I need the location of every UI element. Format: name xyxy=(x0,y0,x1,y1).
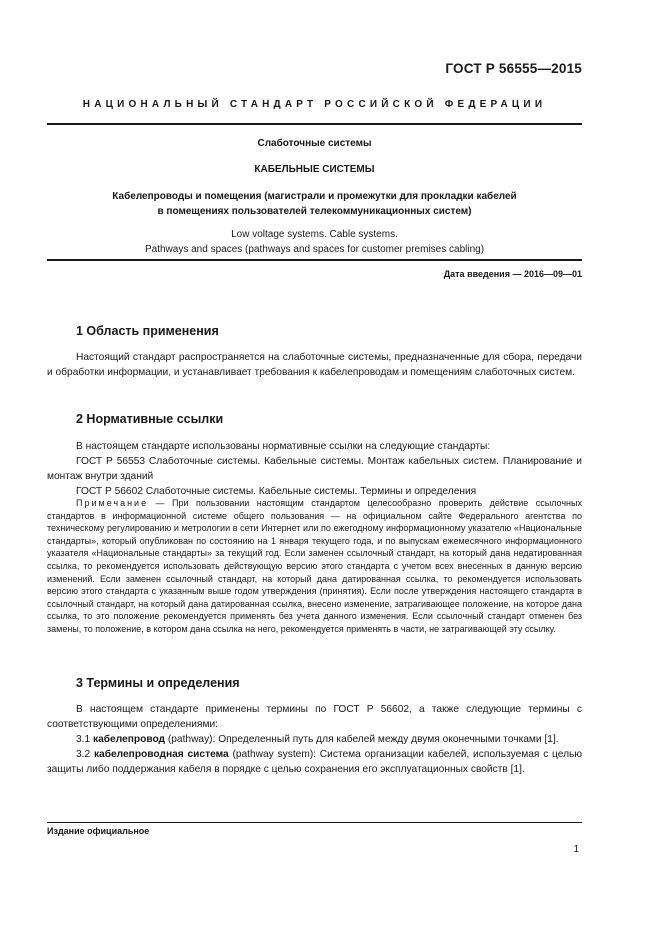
english-title xyxy=(47,227,582,257)
english-title-1: Low voltage systems. Cable systems. xyxy=(231,229,398,240)
section-3-body xyxy=(47,702,582,777)
title-line-3b: в помещениях пользователей телекоммуникационных систем) xyxy=(157,206,472,217)
section-2-paragraph-1: В настоящем стандарте использованы нормативные ссылки на следующие стандарты: xyxy=(76,441,491,452)
term-3-1 xyxy=(47,732,582,747)
note-label: Примечание xyxy=(76,498,149,508)
section-1-paragraph: Настоящий стандарт распространяется на слаботочные системы, предназначенные для сбора, передачи и обработки информации, и устанавливает требования к кабелепроводам и помещениям слаботочных систем. xyxy=(47,352,582,378)
term-3-2-number: 3.2 xyxy=(76,749,94,760)
section-2-heading: 2 Нормативные ссылки xyxy=(76,412,224,426)
term-3-1-number: 3.1 xyxy=(76,734,93,745)
section-3-paragraph-1: В настоящем стандарте применены термины по ГОСТ Р 56602, а также следующие термины с соответствующими определениями: xyxy=(47,704,582,730)
title-line-2: КАБЕЛЬНЫЕ СИСТЕМЫ xyxy=(254,164,375,175)
title-line-3a: Кабелепроводы и помещения (магистрали и промежутки для прокладки кабелей xyxy=(112,191,517,202)
section-3-heading: 3 Термины и определения xyxy=(76,676,240,690)
english-title-2: Pathways and spaces (pathways and spaces for customer premises cabling) xyxy=(144,244,485,255)
term-3-1-term: кабелепровод xyxy=(93,734,166,745)
term-3-1-definition: (pathway): Определенный путь для кабелей между двумя оконечными точками [1]. xyxy=(165,734,559,745)
title-divider xyxy=(47,259,582,261)
introduction-date: Дата введения — 2016—09—01 xyxy=(443,269,582,279)
term-3-2-definition: (pathway system): Система организации кабелей, используемая с целью защиты либо поддержания кабеля в порядке с целью сохранения его эксплуатационных свойств [1]. xyxy=(47,749,582,775)
edition-label: Издание официальное xyxy=(47,826,150,836)
title-line-1: Слаботочные системы xyxy=(257,138,372,149)
title-line-3 xyxy=(47,189,582,219)
section-2-note xyxy=(47,497,582,636)
footer-divider xyxy=(47,822,582,823)
national-standard-banner: НАЦИОНАЛЬНЫЙ СТАНДАРТ РОССИЙСКОЙ ФЕДЕРАЦИИ xyxy=(82,99,547,110)
section-2-body xyxy=(47,439,582,499)
term-3-2-term: кабелепроводная система xyxy=(93,749,229,760)
document-code: ГОСТ Р 56555—2015 xyxy=(445,61,582,76)
section-2-paragraph-2: ГОСТ Р 56553 Слаботочные системы. Кабельные системы. Монтаж кабельных систем. Планирование и монтаж внутри зданий xyxy=(47,456,582,482)
section-1-body xyxy=(47,350,582,380)
page-number: 1 xyxy=(573,844,579,855)
note-text: — При пользовании настоящим стандартом целесообразно проверить действие ссылочных стандартов в информационной системе общего пользования — на официальном сайте Федерального агентства по техническому регулированию и метрологии в сети Интернет или по ежегодному информационному указателю «Национальные стандарты», который опубликован по состоянию на 1 января текущего года, и по выпускам ежемесячного информационного указателя «Национальные стандарты» за текущий год. Если заменен ссылочный стандарт, на который дана недатированная ссылка, то рекомендуется использовать действующую версию этого стандарта с учетом всех внесенных в данную версию изменений. Если заменен ссылочный стандарт, на который дана датированная ссылка, то рекомендуется использовать версию этого стандарта с указанным выше годом утверждения (принятия). Если после утверждения настоящего стандарта в ссылочный стандарт, на который дана датированная ссылка, внесено изменение, затрагивающее положение, на которое дана ссылка, то это положение рекомендуется применять без учета данного изменения. Если ссылочный стандарт отменен без замены, то положение, в котором дана ссылка на него, рекомендуется применять в части, не затрагивающей эту ссылку. xyxy=(47,498,582,634)
top-divider xyxy=(47,123,582,125)
section-1-heading: 1 Область применения xyxy=(76,324,219,338)
section-2-paragraph-3: ГОСТ Р 56602 Слаботочные системы. Кабельные системы. Термины и определения xyxy=(76,486,477,497)
term-3-2 xyxy=(47,747,582,777)
